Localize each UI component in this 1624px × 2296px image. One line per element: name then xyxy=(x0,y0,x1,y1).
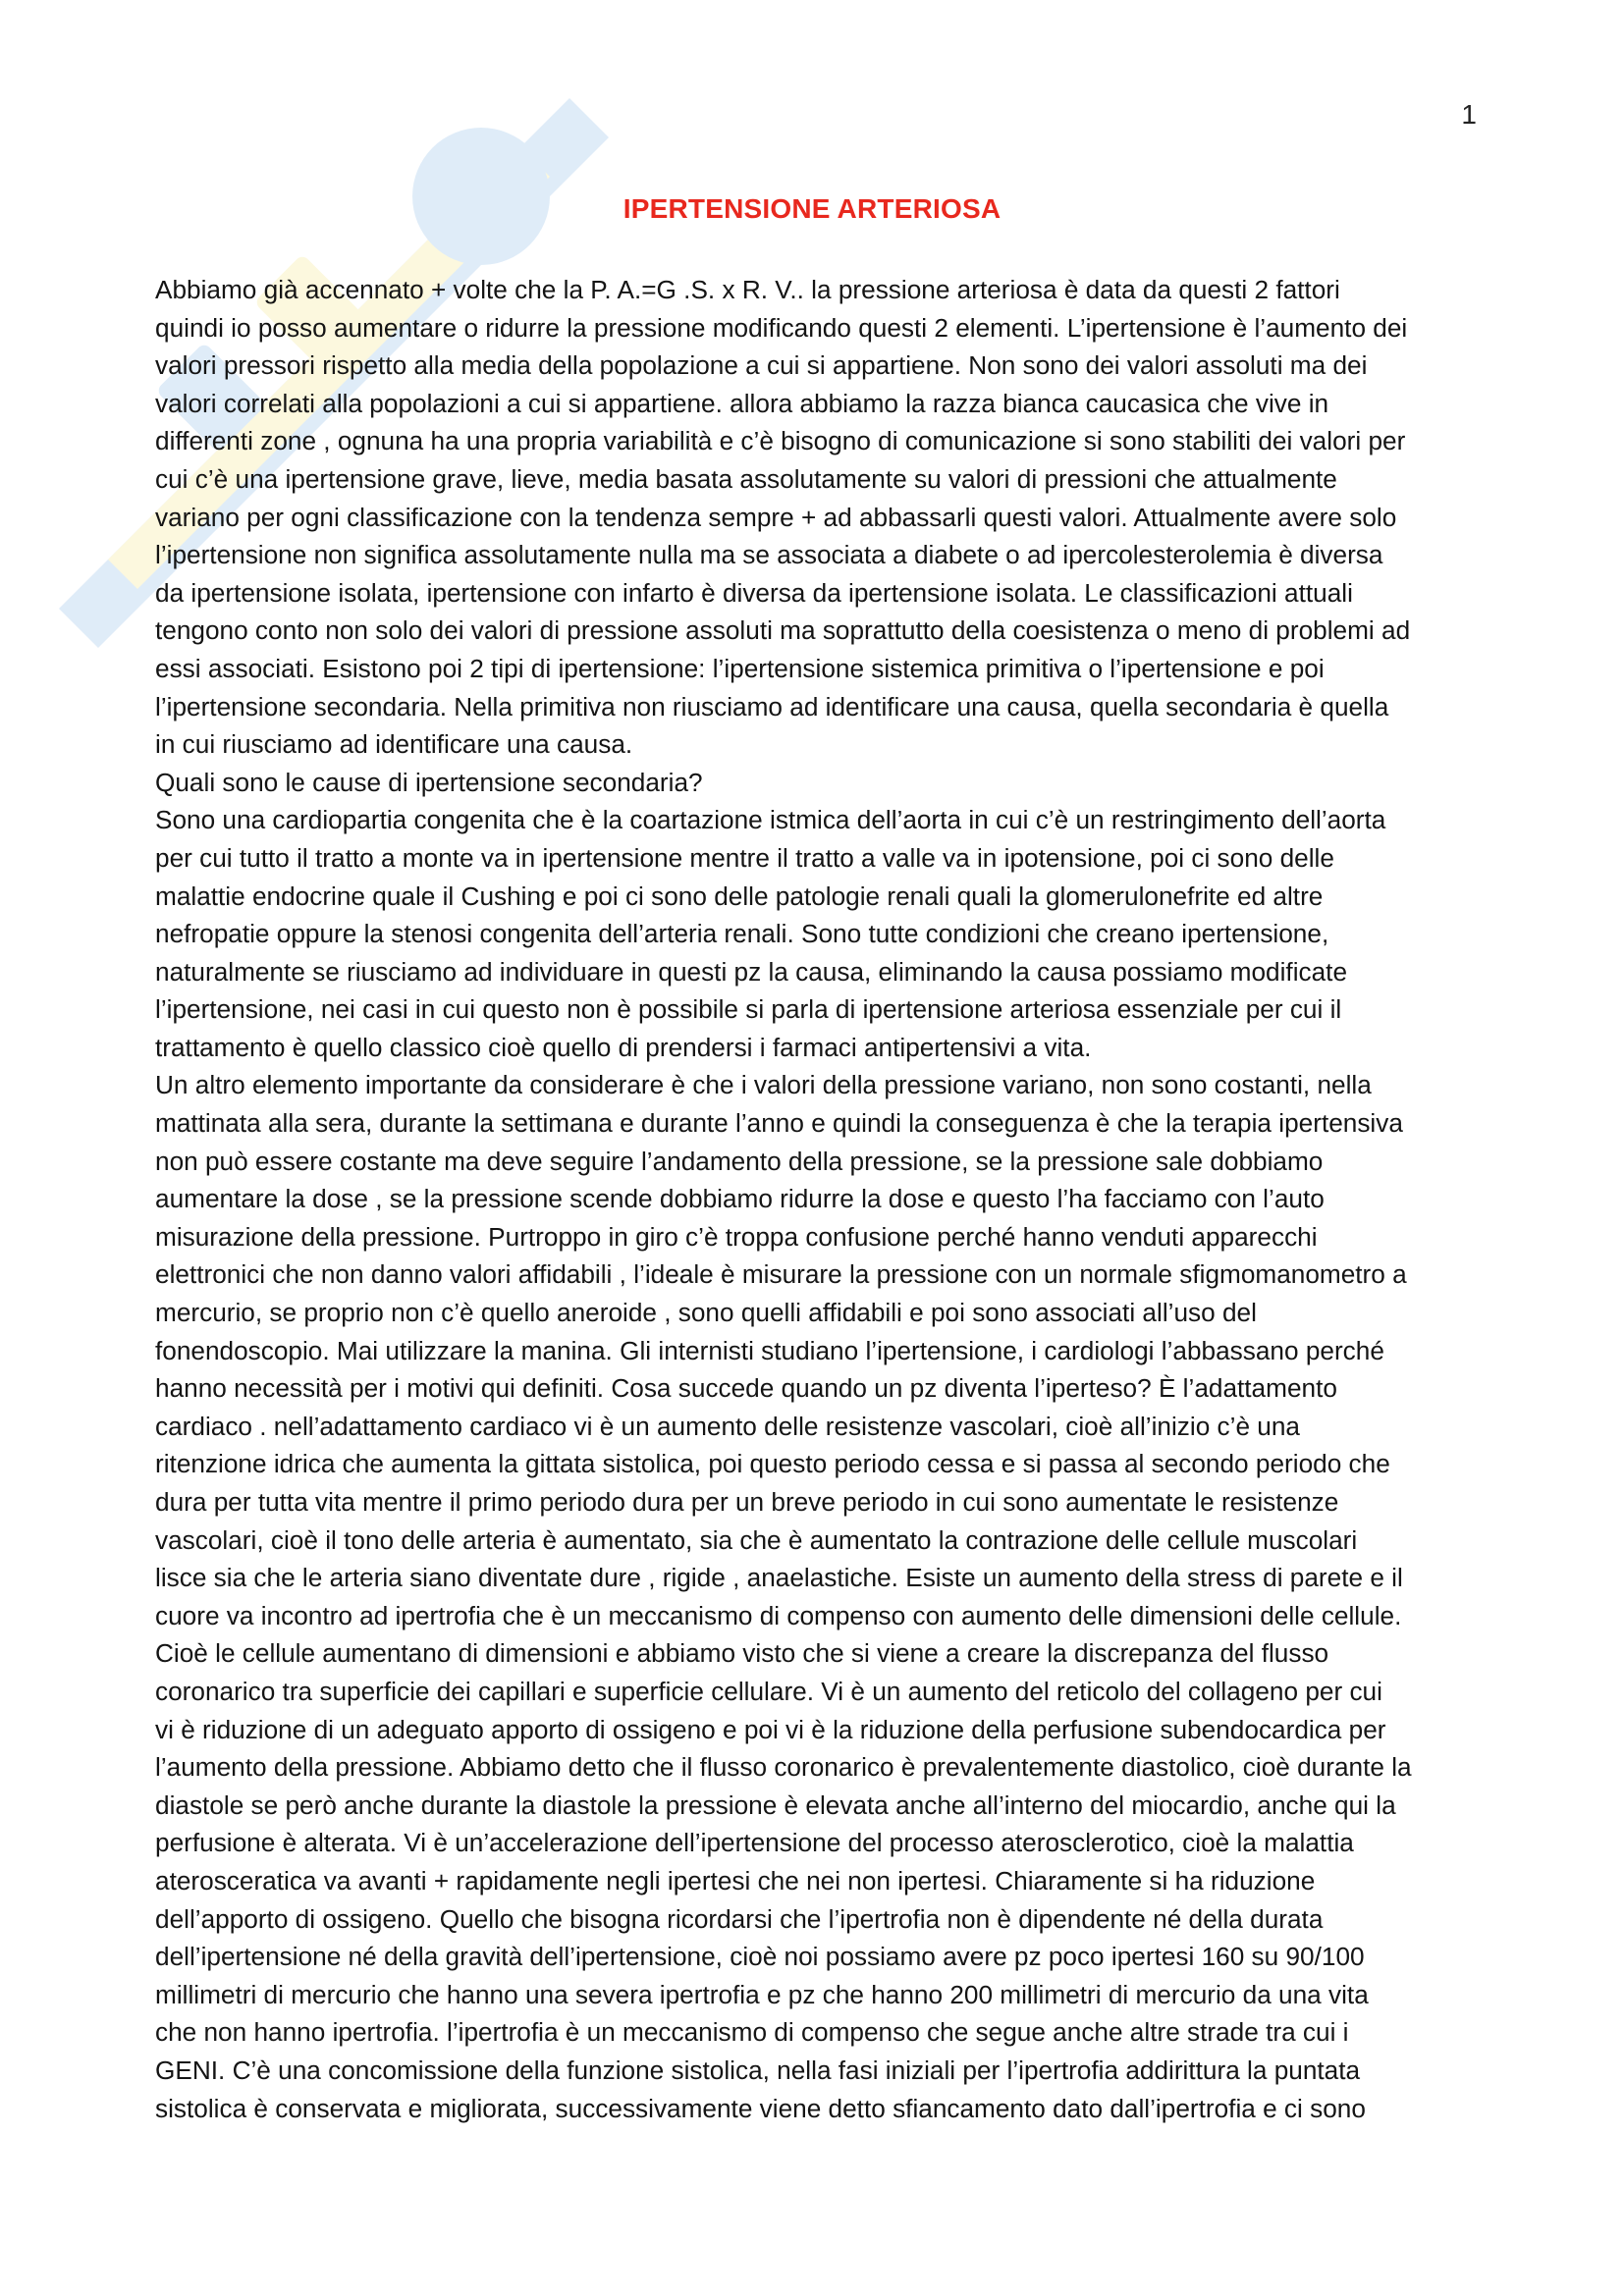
document-title: IPERTENSIONE ARTERIOSA xyxy=(623,193,1001,224)
text-line: cardiaco . nell’adattamento cardiaco vi è un aumento delle resistenze vascolari, cioè all’inizio c’è una xyxy=(155,1411,1300,1441)
body-text xyxy=(155,271,1483,2165)
text-line: che non hanno ipertrofia. l’ipertrofia è un meccanismo di compenso che segue anche altre strade tra cui i xyxy=(155,2017,1349,2048)
text-line: essi associati. Esistono poi 2 tipi di ipertensione: l’ipertensione sistemica primitiva o l’ipertensione e poi xyxy=(155,653,1325,683)
text-line: da ipertensione isolata, ipertensione con infarto è diversa da ipertensione isolata. Le classificazioni attuali xyxy=(155,577,1353,608)
text-line: tengono conto non solo dei valori di pressione assoluti ma soprattutto della coesistenza o meno di problemi ad xyxy=(155,615,1411,646)
text-line: l’ipertensione non significa assolutamente nulla ma se associata a diabete o ad ipercolesterolemia è diversa xyxy=(155,540,1383,570)
text-line: valori pressori rispetto alla media della popolazione a cui si appartiene. Non sono dei valori assoluti ma dei xyxy=(155,350,1368,381)
text-line: sistolica è conservata e migliorata, successivamente viene detto sfiancamento dato dall’ipertrofia e ci sono xyxy=(155,2093,1366,2123)
text-line: mercurio, se proprio non c’è quello aneroide , sono quelli affidabili e poi sono associati all’uso del xyxy=(155,1298,1257,1328)
text-line: malattie endocrine quale il Cushing e poi ci sono delle patologie renali quali la glomerulonefrite ed altre xyxy=(155,881,1324,911)
text-line: coronarico tra superficie dei capillari e superficie cellulare. Vi è un aumento del reticolo del collageno per cui xyxy=(155,1676,1382,1706)
text-line: aterosceratica va avanti + rapidamente negli ipertesi che nei non ipertesi. Chiaramente si ha riduzione xyxy=(155,1865,1316,1896)
text-line: Abbiamo già accennato + volte che la P. A.=G .S. x R. V.. la pressione arteriosa è data da questi 2 fattori xyxy=(155,275,1340,304)
text-line: Cioè le cellule aumentano di dimensioni e abbiamo visto che si viene a creare la discrepanza del flusso xyxy=(155,1638,1329,1669)
text-line: vascolari, cioè il tono delle arteria è aumentato, sia che è aumentato la contrazione delle cellule muscolari xyxy=(155,1524,1358,1555)
text-line: per cui tutto il tratto a monte va in ipertensione mentre il tratto a valle va in ipotensione, poi ci sono delle xyxy=(155,842,1334,873)
text-line: dell’apporto di ossigeno. Quello che bisogna ricordarsi che l’ipertrofia non è dipendente né della durata xyxy=(155,1903,1324,1934)
text-line: dura per tutta vita mentre il primo periodo dura per un breve periodo in cui sono aumentate le resistenze xyxy=(155,1487,1339,1517)
text-line: Un altro elemento importante da considerare è che i valori della pressione variano, non sono costanti, nella xyxy=(155,1070,1372,1100)
text-line: aumentare la dose , se la pressione scende dobbiamo ridurre la dose e questo l’ha facciamo con l’auto xyxy=(155,1184,1325,1214)
text-line: l’ipertensione secondaria. Nella primitiva non riusciamo ad identificare una causa, quella secondaria è quella xyxy=(155,691,1389,721)
text-line: GENI. C’è una concomissione della funzione sistolica, nella fasi iniziali per l’ipertrofia addirittura la puntata xyxy=(155,2055,1361,2085)
text-line: Sono una cardiopartia congenita che è la coartazione istmica dell’aorta in cui c’è un restringimento dell’aorta xyxy=(155,805,1386,835)
text-line: Quali sono le cause di ipertensione secondaria? xyxy=(155,767,703,797)
text-line: trattamento è quello classico cioè quello di prendersi i farmaci antipertensivi a vita. xyxy=(155,1032,1092,1062)
text-line: l’aumento della pressione. Abbiamo detto che il flusso coronarico è prevalentemente diastolico, cioè durante la xyxy=(155,1752,1412,1783)
text-line: l’ipertensione, nei casi in cui questo non è possibile si parla di ipertensione arteriosa essenziale per cui il xyxy=(155,994,1342,1025)
text-line: nefropatie oppure la stenosi congenita dell’arteria renali. Sono tutte condizioni che creano ipertensione, xyxy=(155,919,1329,949)
text-line: lisce sia che le arteria siano diventate dure , rigide , anaelastiche. Esiste un aumento della stress di parete e il xyxy=(155,1563,1403,1593)
text-line: cuore va incontro ad ipertrofia che è un meccanismo di compenso con aumento delle dimensioni delle cellule. xyxy=(155,1600,1402,1630)
text-line: diastole se però anche durante la diastole la pressione è elevata anche all’interno del miocardio, anche qui la xyxy=(155,1789,1396,1820)
text-line: fonendoscopio. Mai utilizzare la manina. Gli internisti studiano l’ipertensione, i cardiologi l’abbassano perché xyxy=(155,1335,1384,1365)
text-line: ritenzione idrica che aumenta la gittata sistolica, poi questo periodo cessa e si passa al secondo periodo che xyxy=(155,1449,1390,1479)
text-line: mattinata alla sera, durante la settimana e durante l’anno e quindi la conseguenza è che la terapia ipertensiva xyxy=(155,1108,1403,1139)
text-line: hanno necessità per i motivi qui definiti. Cosa succede quando un pz diventa l’iperteso? È l’adattamento xyxy=(155,1373,1337,1404)
text-line: in cui riusciamo ad identificare una causa. xyxy=(155,729,633,760)
text-line xyxy=(155,2127,1483,2165)
text-line: misurazione della pressione. Purtroppo in giro c’è troppa confusione perché hanno venduti apparecchi xyxy=(155,1221,1318,1252)
text-line: cui c’è una ipertensione grave, lieve, media basata assolutamente su valori di pressioni che attualmente xyxy=(155,463,1337,494)
text-line: naturalmente se riusciamo ad individuare in questi pz la causa, eliminando la causa possiamo modificate xyxy=(155,956,1348,987)
text-line: variano per ogni classificazione con la tendenza sempre + ad abbassarli questi valori. Attualmente avere solo xyxy=(155,502,1397,532)
text-line: non può essere costante ma deve seguire l’andamento della pressione, se la pressione sale dobbiamo xyxy=(155,1146,1324,1176)
text-line: vi è riduzione di un adeguato apporto di ossigeno e poi vi è la riduzione della perfusione subendocardica per xyxy=(155,1714,1386,1744)
text-line: perfusione è alterata. Vi è un’accelerazione dell’ipertensione del processo aterosclerotico, cioè la malattia xyxy=(155,1828,1354,1858)
page-number: 1 xyxy=(1461,99,1477,130)
text-line: differenti zone , ognuna ha una propria variabilità e c’è bisogno di comunicazione si sono stabiliti dei valori per xyxy=(155,426,1406,456)
text-line: valori correlati alla popolazioni a cui si appartiene. allora abbiamo la razza bianca caucasica che vive in xyxy=(155,388,1329,418)
text-line: millimetri di mercurio che hanno una severa ipertrofia e pz che hanno 200 millimetri di mercurio da una vita xyxy=(155,1979,1369,2009)
text-line: quindi io posso aumentare o ridurre la pressione modificando questi 2 elementi. L’ipertensione è l’aumento dei xyxy=(155,312,1408,343)
text-line: elettronici che non danno valori affidabili , l’ideale è misurare la pressione con un normale sfigmomanometro a xyxy=(155,1259,1407,1290)
text-line: dell’ipertensione né della gravità dell’ipertensione, cioè noi possiamo avere pz poco ipertesi 160 su 90/100 xyxy=(155,1942,1365,1972)
